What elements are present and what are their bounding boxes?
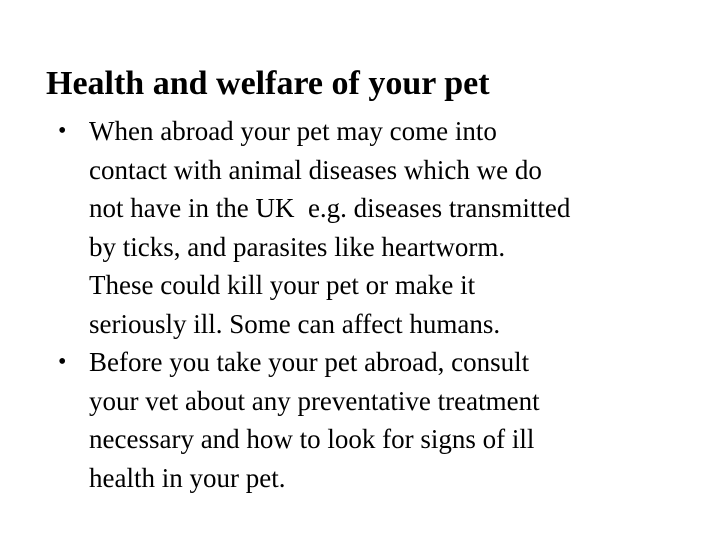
- bullet-1-line-3: not have in the UK e.g. diseases transmitted: [89, 193, 571, 223]
- bullet-list: [58, 112, 668, 497]
- bullet-1-line-2: contact with animal diseases which we do: [89, 154, 542, 185]
- bullet-2-line-1: Before you take your pet abroad, consult: [89, 347, 530, 377]
- bullet-2-line-3: necessary and how to look for signs of ill: [89, 424, 535, 454]
- bullet-item-abroad-diseases: [58, 112, 668, 343]
- bullet-item-consult-vet: [58, 343, 668, 497]
- bullet-2-line-2: your vet about any preventative treatment: [89, 385, 540, 416]
- bullet-1-line-6: seriously ill. Some can affect humans.: [89, 308, 501, 339]
- bullet-1-line-5: These could kill your pet or make it: [89, 270, 476, 300]
- bullet-1-line-4: by ticks, and parasites like heartworm.: [89, 231, 506, 262]
- slide-title: Health and welfare of your pet: [46, 65, 490, 102]
- bullet-1-line-1: When abroad your pet may come into: [89, 116, 497, 146]
- bullet-icon: •: [58, 118, 67, 144]
- bullet-icon: •: [58, 349, 67, 375]
- bullet-2-line-4: health in your pet.: [89, 462, 286, 493]
